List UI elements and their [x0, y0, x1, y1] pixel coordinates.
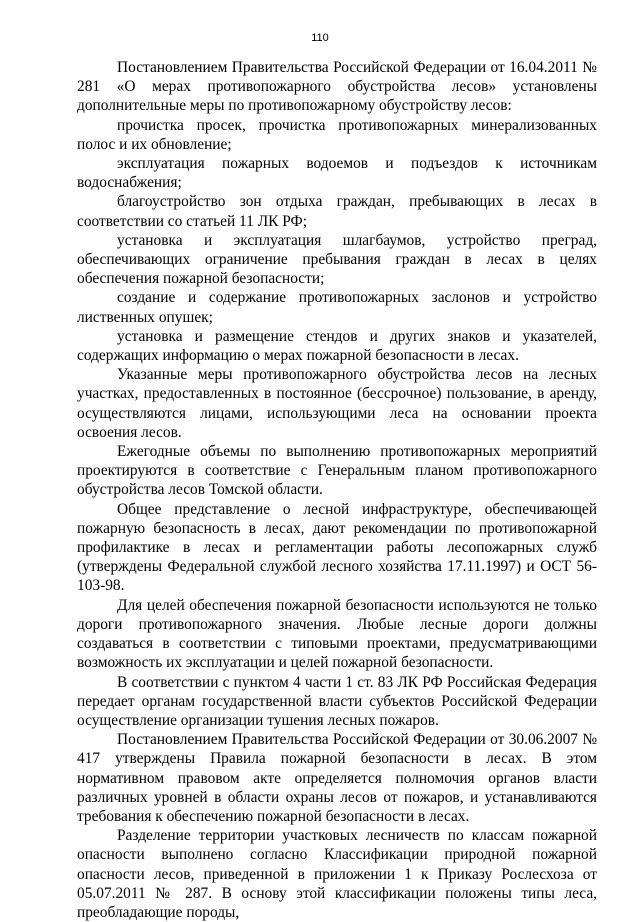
paragraph-fire-danger-classes: Разделение территории участковых лесничеств по классам пожарной опасности выполнено согласно Классификации природной пожарной опасности лесов, приведенной в приложении 1 к Приказу Рослесхоза от 05.07.2011 № 287. В основу этой классификации положены типы леса, преобладающие породы, [77, 827, 597, 921]
paragraph-measures-execution: Указанные меры противопожарного обустройства лесов на лесных участках, предоставленных в постоянное (бессрочное) пользование, в аренду, осуществляются лицами, использующими леса на основании проекта освоения лесов. [77, 366, 597, 441]
paragraph-resolution-281: Постановлением Правительства Российской Федерации от 16.04.2011 № 281 «О мерах противопожарного обустройства лесов» установлены дополнительные меры по противопожарному обустройству лесов: [77, 59, 597, 115]
paragraph-resolution-417: Постановлением Правительства Российской Федерации от 30.06.2007 № 417 утверждены Правила пожарной безопасности в лесах. В этом нормативном правовом акте определяется полномочия органов власти различных уровней в области охраны лесов от пожаров, и устанавливаются требования к обеспечению пожарной безопасности в лесах. [77, 731, 597, 825]
paragraph-forest-roads: Для целей обеспечения пожарной безопасности используются не только дороги противопожарного значения. Любые лесные дороги должны создаваться в соответствии с типовыми проектами, предусматривающими возможность их эксплуатации и целей пожарной безопасности. [77, 596, 597, 672]
page-number: 110 [311, 32, 329, 44]
list-item-firebreaks: создание и содержание противопожарных заслонов и устройство лиственных опушек; [77, 289, 597, 326]
list-item-clearing-strips: прочистка просек, прочистка противопожарных минерализованных полос и их обновление; [77, 116, 597, 153]
list-item-fire-ponds: эксплуатация пожарных водоемов и подъездов к источникам водоснабжения; [77, 155, 597, 192]
paragraph-infrastructure-overview: Общее представление о лесной инфраструктуре, обеспечивающей пожарную безопасность в лесах, дают рекомендации по противопожарной профилактике в лесах и регламентации работы лесопожарных служб (утверждены Федеральной службой лесного хозяйства 17.11.1997) и ОСТ 56-103-98. [77, 500, 597, 595]
list-item-signs: установка и размещение стендов и других знаков и указателей, содержащих информацию о мерах пожарной безопасности в лесах. [77, 327, 597, 365]
list-item-barriers: установка и эксплуатация шлагбаумов, устройство преград, обеспечивающих ограничение пребывания граждан в лесах в целях обеспечения пожарной безопасности; [77, 231, 597, 288]
list-item-recreation-zones: благоустройство зон отдыха граждан, пребывающих в лесах в соответствии со статьей 11 ЛК РФ; [77, 193, 597, 230]
document-body [77, 58, 597, 922]
paragraph-article-83: В соответствии с пунктом 4 части 1 ст. 83 ЛК РФ Российская Федерация передает органам государственной власти субъектов Российской Федерации осуществление организации тушения лесных пожаров. [77, 673, 597, 729]
paragraph-annual-volumes: Ежегодные объемы по выполнению противопожарных мероприятий проектируются в соответствие с Генеральным планом противопожарного обустройства лесов Томской области. [77, 443, 597, 499]
